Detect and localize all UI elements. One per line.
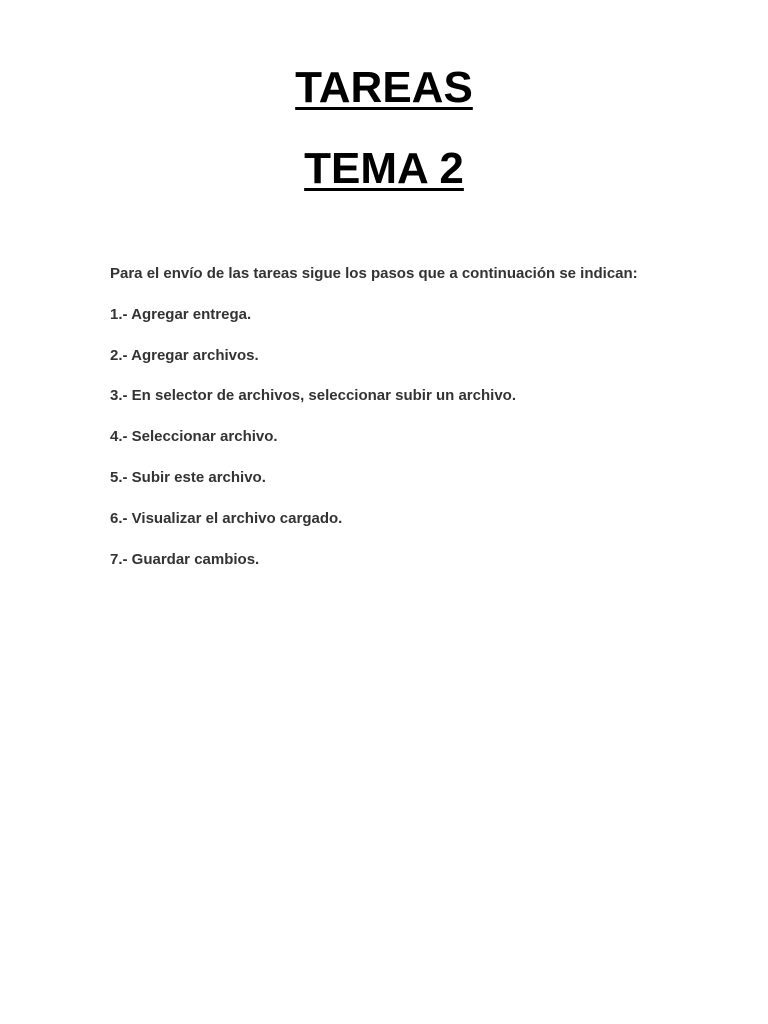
step-item-2: 2.- Agregar archivos. bbox=[110, 347, 259, 364]
step-item-7: 7.- Guardar cambios. bbox=[110, 551, 260, 568]
intro-paragraph: Para el envío de las tareas sigue los pasos que a continuación se indican: bbox=[110, 265, 638, 282]
document-title bbox=[0, 62, 768, 114]
document-subtitle-text: TEMA 2 bbox=[304, 144, 464, 193]
document-title-text: TAREAS bbox=[295, 63, 473, 112]
step-item-1: 1.- Agregar entrega. bbox=[110, 306, 252, 323]
step-item-5: 5.- Subir este archivo. bbox=[110, 469, 266, 486]
step-item-4: 4.- Seleccionar archivo. bbox=[110, 428, 278, 445]
document-subtitle bbox=[0, 143, 768, 195]
step-item-3: 3.- En selector de archivos, seleccionar subir un archivo. bbox=[110, 387, 516, 404]
step-item-6: 6.- Visualizar el archivo cargado. bbox=[110, 510, 343, 527]
